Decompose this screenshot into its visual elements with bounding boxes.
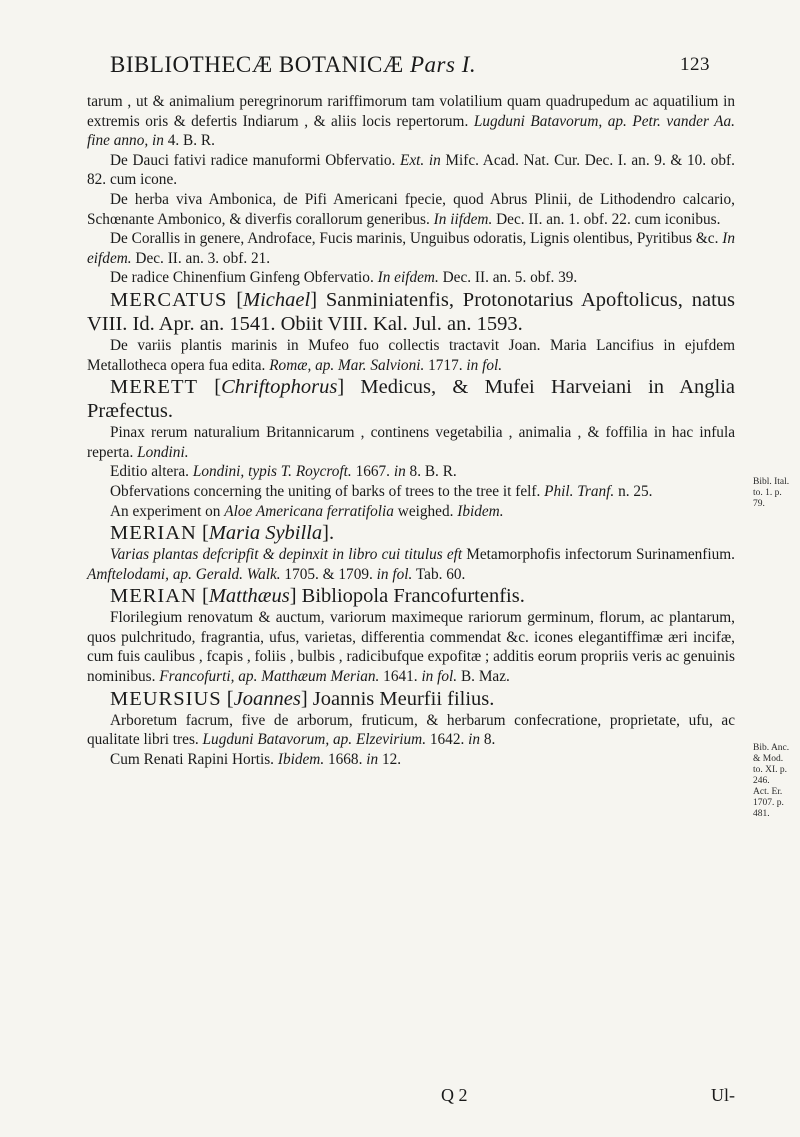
author-heading: MERCATUS [Michael] Sanminiatenfis, Protonotarius Apoftolicus, natus VIII. Id. Apr. an. 1541. Obiit VIII. Kal. Jul. an. 1593. (87, 288, 736, 335)
entry-paragraph: Florilegium renovatum & auctum, variorum maximeque rariorum germinum, florum, ac plantarum, quos pulchritudo, fragrantia, ufus, varietas, differentia commendat &c. icones elegantiffimæ æri incifæ, cum fuis caulibus , fcapis , foliis , bulbis , radicibufque expofitæ ; additis eorum propriis veris ac genuinis nominibus. Francofurti, ap. Matthæum Merian. 1641. in fol. B. Maz. (87, 609, 735, 686)
author-heading: MERIAN [Maria Sybilla]. (110, 522, 335, 545)
author-heading: MEURSIUS [Joannes] Joannis Meurfii filius. (110, 687, 495, 710)
catchword: Ul- (711, 1085, 735, 1105)
author-given-name: Matthæus (208, 585, 290, 608)
header-title: BIBLIOTHECÆ BOTANICÆ (110, 52, 404, 77)
entry-paragraph: De radice Chinenfium Ginfeng Obfervatio. In eifdem. Dec. II. an. 5. obf. 39. (110, 269, 578, 287)
author-given-name: Maria Sybilla (208, 522, 323, 545)
running-header (110, 52, 710, 78)
margin-note: Bibl. Ital. to. 1. p. 79. (753, 477, 790, 509)
entry-paragraph: De Corallis in genere, Androface, Fucis marinis, Unguibus odoratis, Lignis olentibus, Pyritibus &c. In eifdem. Dec. II. an. 3. obf. 21. (87, 230, 735, 267)
author-name: MERCATUS (110, 288, 228, 311)
entry-paragraph: Pinax rerum naturalium Britannicarum , continens vegetabilia , animalia , & foffilia in hac infula reperta. Londini. (87, 424, 735, 461)
author-name: MEURSIUS (110, 687, 222, 710)
author-given-name: Chriftophorus (221, 376, 338, 399)
entry-paragraph: An experiment on Aloe Americana ferratifolia weighed. Ibidem. (110, 502, 504, 520)
entry-paragraph: tarum , ut & animalium peregrinorum rariffimorum tam volatilium quam quadrupedum ac aquatilium in extremis oris & defertis Indiarum , & aliis locis repertorum. Lugduni Batavorum, ap. Petr. vander Aa. fine anno, in 4. B. R. (87, 93, 735, 150)
margin-note: Bib. Anc. & Mod. to. XI. p. 246. Act. Er. 1707. p. 481. (753, 743, 790, 819)
entry-paragraph: Arboretum facrum, five de arborum, fruticum, & herbarum confecratione, proprietate, ufu, ac qualitate libri tres. Lugduni Batavorum, ap. Elzevirium. 1642. in 8. (87, 711, 735, 749)
author-name: MERETT (110, 376, 198, 399)
author-given-name: Michael (243, 288, 311, 311)
author-given-name: Joannes (233, 687, 301, 710)
entry-paragraph: Obfervations concerning the uniting of barks of trees to the tree it felf. Phil. Tranf. n. 25. (110, 482, 653, 500)
page-body (87, 92, 735, 769)
signature-mark: Q 2 (441, 1085, 468, 1105)
entry-paragraph: De Dauci fativi radice manuformi Obfervatio. Ext. in Mifc. Acad. Nat. Cur. Dec. I. an. 9. & 10. obf. 82. cum icone. (87, 151, 735, 189)
page-number: 123 (680, 54, 710, 75)
entry-paragraph: De herba viva Ambonica, de Pifi Americani fpecie, quod Abrus Plinii, de Lithodendro calcario, Schœnante Ambonico, & diverfis corallorum generibus. In iifdem. Dec. II. an. 1. obf. 22. cum iconibus. (87, 190, 735, 228)
entry-paragraph: Varias plantas defcripfit & depinxit in libro cui titulus eft Metamorphofis infectorum Surinamenfium. Amftelodami, ap. Gerald. Walk. 1705. & 1709. in fol. Tab. 60. (87, 546, 736, 583)
author-name: MERIAN (110, 585, 197, 608)
author-name: MERIAN (110, 522, 197, 545)
author-heading: MERIAN [Matthæus] Bibliopola Francofurtenfis. (110, 585, 525, 608)
entry-paragraph: Cum Renati Rapini Hortis. Ibidem. 1668. in 12. (110, 750, 402, 768)
author-heading: MERETT [Chriftophorus] Medicus, & Mufei Harveiani in Anglia Præfectus. (87, 376, 735, 423)
entry-paragraph: De variis plantis marinis in Mufeo fuo collectis tractavit Joan. Maria Lancifius in ejufdem Metallotheca opera fua edita. Romæ, ap. Mar. Salvioni. 1717. in fol. (87, 336, 735, 374)
entry-paragraph: Editio altera. Londini, typis T. Roycroft. 1667. in 8. B. R. (110, 463, 457, 481)
header-part: Pars I. (410, 52, 477, 77)
